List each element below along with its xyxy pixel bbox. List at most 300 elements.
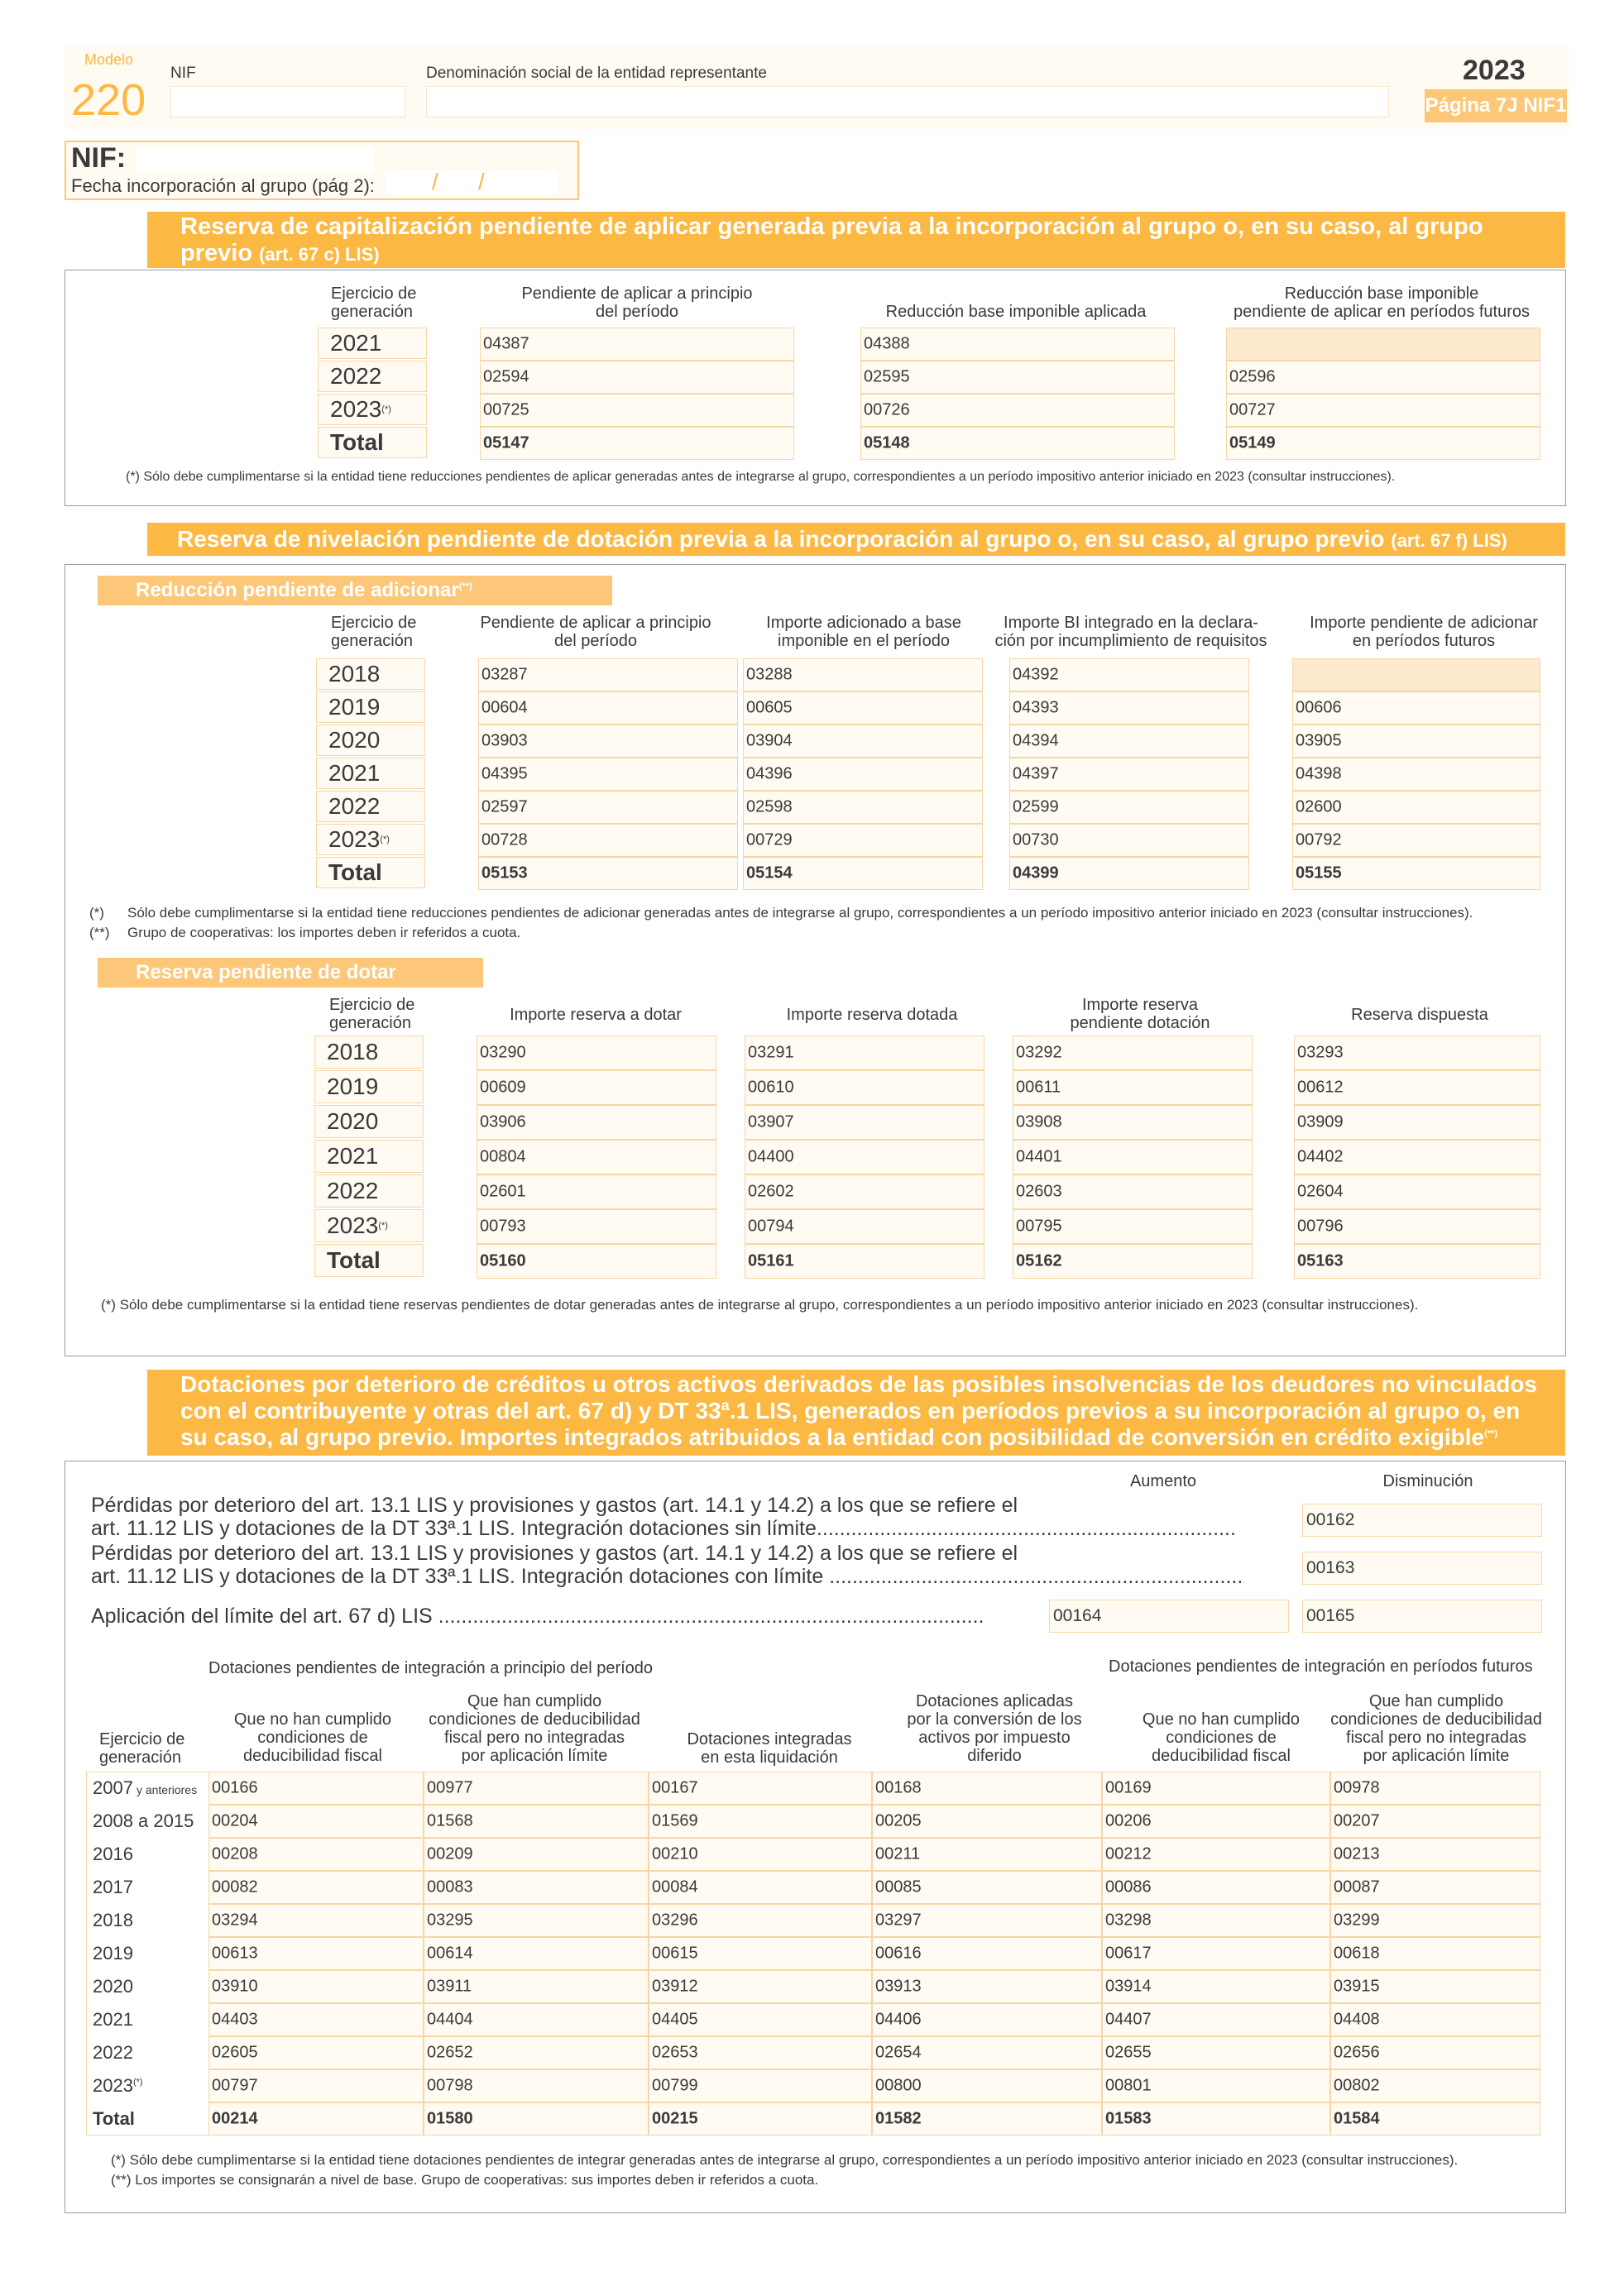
field-code: 02601 [480, 1182, 526, 1201]
field-code: 00209 [427, 1844, 473, 1863]
year-label [316, 791, 425, 822]
fecha-label: Fecha incorporación al grupo (pág 2): [71, 175, 375, 196]
field-00793[interactable] [477, 1209, 716, 1244]
field-code: 00614 [427, 1944, 473, 1963]
field-02601[interactable] [477, 1174, 716, 1209]
date-separator: / [478, 169, 485, 194]
field-code: 00214 [212, 2109, 258, 2128]
year-label [316, 824, 425, 855]
modelo-label: Modelo [84, 51, 134, 68]
sec2-title-ref: (art. 67 f) LIS) [1391, 530, 1507, 551]
field-03915[interactable] [1330, 1970, 1540, 2003]
sec2-sub1-sup: (**) [458, 581, 472, 591]
field-code: 04402 [1297, 1147, 1344, 1166]
nif-big-input[interactable] [137, 147, 374, 172]
field-01582[interactable] [872, 2102, 1102, 2136]
col-header-line: generación [99, 1748, 181, 1767]
field-code: 05147 [483, 433, 529, 452]
field-code: 04400 [748, 1147, 794, 1166]
field-code: 03299 [1334, 1911, 1380, 1930]
field-code: 04396 [746, 764, 793, 783]
field-04403[interactable] [208, 2003, 424, 2036]
field-code: 00798 [427, 2076, 473, 2095]
field-code: 00604 [481, 698, 528, 717]
field-03299[interactable] [1330, 1904, 1540, 1937]
field-02596[interactable] [1226, 361, 1540, 394]
field-01580[interactable] [424, 2102, 649, 2136]
col-header-line: Pendiente de aplicar a principio [521, 285, 753, 303]
field-code: 00084 [652, 1877, 698, 1897]
field-code: 04406 [875, 2010, 922, 2029]
field-00086[interactable] [1102, 1871, 1330, 1904]
sec2-col-ejercicio [331, 614, 422, 650]
field-00727[interactable] [1226, 394, 1540, 427]
field-02604[interactable] [1294, 1174, 1540, 1209]
field-02600[interactable] [1292, 791, 1540, 824]
denominacion-input[interactable] [426, 86, 1389, 117]
field-00612[interactable] [1294, 1070, 1540, 1105]
fecha-input[interactable] [386, 170, 558, 195]
sec2-colb-ejercicio [329, 996, 420, 1032]
field-code: 00212 [1105, 1844, 1152, 1863]
col-header-line: activos por impuesto [918, 1729, 1071, 1747]
field-04392[interactable] [1009, 658, 1249, 691]
field-03296[interactable] [649, 1904, 872, 1937]
field-00725[interactable] [480, 394, 794, 427]
field-code: 00612 [1297, 1078, 1344, 1097]
field-04395[interactable] [478, 758, 738, 791]
field-02602[interactable] [745, 1174, 984, 1209]
field-04408[interactable] [1330, 2003, 1540, 2036]
year-text: 2020 [93, 1976, 133, 1997]
field-00613[interactable] [208, 1937, 424, 1970]
field-code: 00213 [1334, 1844, 1380, 1863]
field-code: 03903 [481, 731, 528, 750]
sec2-note2 [89, 925, 520, 941]
field-code: 00616 [875, 1944, 922, 1963]
sec1-title-word: previo [180, 240, 253, 266]
field-03910[interactable] [208, 1970, 424, 2003]
field-code: 05155 [1296, 863, 1342, 883]
col-header-line: Importe reserva [1081, 996, 1199, 1014]
sec3-p2b: art. 11.12 LIS y dotaciones de la DT 33ª.1 LIS. Integración dotaciones con límite ........................................................................ [91, 1565, 1243, 1588]
field-01584[interactable] [1330, 2102, 1540, 2136]
field-00729[interactable] [743, 824, 983, 857]
field-00085[interactable] [872, 1871, 1102, 1904]
field-code: 03913 [875, 1977, 922, 1996]
field-05161[interactable] [745, 1244, 984, 1279]
field-00213[interactable] [1330, 1838, 1540, 1871]
sec3-col5 [1114, 1710, 1329, 1765]
field-00792[interactable] [1292, 824, 1540, 857]
field-code: 00215 [652, 2109, 698, 2128]
sec2-sub1 [136, 579, 472, 602]
field-05153[interactable] [478, 857, 738, 890]
field-03914[interactable] [1102, 1970, 1330, 2003]
field-00618[interactable] [1330, 1937, 1540, 1970]
field-05147[interactable] [480, 427, 794, 460]
year-label [316, 725, 425, 756]
field-00610[interactable] [745, 1070, 984, 1105]
field-00210[interactable] [649, 1838, 872, 1871]
field-00978[interactable] [1330, 1772, 1540, 1805]
year-text: 2020 [328, 727, 381, 753]
field-00801[interactable] [1102, 2069, 1330, 2102]
field-code: 03904 [746, 731, 793, 750]
field-code: 00605 [746, 698, 793, 717]
date-separator: / [432, 169, 438, 194]
field-04398[interactable] [1292, 758, 1540, 791]
field-00796[interactable] [1294, 1209, 1540, 1244]
col-header-line: Pendiente de aplicar a principio [480, 614, 711, 632]
year-label [316, 658, 425, 690]
sec3-col6 [1320, 1692, 1552, 1765]
field-02599[interactable] [1009, 791, 1249, 824]
year-text: 2018 [328, 661, 381, 686]
field-04388[interactable] [860, 328, 1175, 361]
field-code: 04395 [481, 764, 528, 783]
field-code: 01582 [875, 2109, 922, 2128]
field-03903[interactable] [478, 725, 738, 758]
field-code: 03298 [1105, 1911, 1152, 1930]
col-header-line: generación [331, 632, 413, 650]
field-code: 05160 [480, 1251, 526, 1270]
sec2-title: Reserva de nivelación pendiente de dotación previa a la incorporación al grupo o, en su caso, al grupo previo [177, 526, 1385, 552]
col-header-line: Dotaciones aplicadas [915, 1692, 1074, 1710]
field-code: 05153 [481, 863, 528, 883]
field-00804[interactable] [477, 1140, 716, 1174]
col-header-line: Reducción base imponible [1284, 285, 1479, 303]
sec3-col2 [419, 1692, 650, 1765]
field-03909[interactable] [1294, 1105, 1540, 1140]
field-02597[interactable] [478, 791, 738, 824]
year-label [93, 1777, 197, 1799]
field-code: 01584 [1334, 2109, 1380, 2128]
year-label [316, 758, 425, 789]
field-03908[interactable] [1013, 1105, 1253, 1140]
year-text: Total [328, 859, 382, 885]
sec3-col1 [205, 1710, 420, 1765]
field-code: 03905 [1296, 731, 1342, 750]
field-00164[interactable] [1049, 1600, 1289, 1633]
year-text: 2022 [93, 2042, 133, 2063]
col-header-line: por aplicación límite [1363, 1747, 1510, 1765]
page-label: Página 7J NIF1 [1425, 89, 1567, 122]
field-02656[interactable] [1330, 2036, 1540, 2069]
field-empty[interactable] [1292, 658, 1540, 691]
field-code: 00797 [212, 2076, 258, 2095]
field-code: 00082 [212, 1877, 258, 1897]
field-03290[interactable] [477, 1036, 716, 1070]
field-04402[interactable] [1294, 1140, 1540, 1174]
year-label [93, 1943, 133, 1964]
field-code: 04407 [1105, 2010, 1152, 2029]
field-code: 02605 [212, 2043, 258, 2062]
field-00798[interactable] [424, 2069, 649, 2102]
year-small: y anteriores [136, 1783, 198, 1796]
field-04396[interactable] [743, 758, 983, 791]
col-header-line: deducibilidad fiscal [1152, 1747, 1291, 1765]
field-code: 03912 [652, 1977, 698, 1996]
field-02654[interactable] [872, 2036, 1102, 2069]
field-05149[interactable] [1226, 427, 1540, 460]
year-text: 2016 [93, 1844, 133, 1864]
field-00615[interactable] [649, 1937, 872, 1970]
field-code: 03297 [875, 1911, 922, 1930]
field-04399[interactable] [1009, 857, 1249, 890]
sec3-group2: Dotaciones pendientes de integración en períodos futuros [1109, 1657, 1533, 1676]
field-03288[interactable] [743, 658, 983, 691]
sec3-title2: con el contribuyente y otras del art. 67 d) y DT 33ª.1 LIS, generados en períodos previos a su incorporación al grupo o, en [180, 1398, 1521, 1423]
field-00207[interactable] [1330, 1805, 1540, 1838]
field-code: 02603 [1016, 1182, 1062, 1201]
field-02603[interactable] [1013, 1174, 1253, 1209]
year-text: 2022 [330, 363, 382, 389]
year-label [316, 691, 425, 723]
field-03291[interactable] [745, 1036, 984, 1070]
field-03905[interactable] [1292, 725, 1540, 758]
field-00166[interactable] [208, 1772, 424, 1805]
col-header-line: Ejercicio de [99, 1730, 185, 1748]
field-code: 00793 [480, 1217, 526, 1236]
field-00084[interactable] [649, 1871, 872, 1904]
year-text: 2017 [93, 1877, 133, 1897]
nif-input[interactable] [170, 86, 405, 117]
field-00728[interactable] [478, 824, 738, 857]
field-00087[interactable] [1330, 1871, 1540, 1904]
field-03913[interactable] [872, 1970, 1102, 2003]
field-code: 03911 [427, 1977, 472, 1996]
field-03906[interactable] [477, 1105, 716, 1140]
field-code: 03288 [746, 665, 793, 684]
field-00214[interactable] [208, 2102, 424, 2136]
sec3-col3 [662, 1730, 877, 1767]
note-text: Grupo de cooperativas: los importes deben ir referidos a cuota. [127, 925, 521, 940]
field-05155[interactable] [1292, 857, 1540, 890]
field-03297[interactable] [872, 1904, 1102, 1937]
field-code: 03296 [652, 1911, 698, 1930]
field-code: 05148 [864, 433, 910, 452]
year-label [318, 394, 427, 425]
col-header-line: generación [329, 1014, 411, 1032]
field-00802[interactable] [1330, 2069, 1540, 2102]
field-00611[interactable] [1013, 1070, 1253, 1105]
field-00209[interactable] [424, 1838, 649, 1871]
year-text: 2022 [328, 793, 381, 819]
field-code: 00169 [1105, 1778, 1152, 1797]
field-00606[interactable] [1292, 691, 1540, 725]
field-code: 00609 [480, 1078, 526, 1097]
field-01568[interactable] [424, 1805, 649, 1838]
year-sup: (*) [132, 2077, 143, 2088]
field-02652[interactable] [424, 2036, 649, 2069]
field-02598[interactable] [743, 791, 983, 824]
field-03907[interactable] [745, 1105, 984, 1140]
col-header-line: Dotaciones integradas [687, 1730, 852, 1748]
field-01583[interactable] [1102, 2102, 1330, 2136]
year-label [93, 1877, 133, 1898]
field-00726[interactable] [860, 394, 1175, 427]
field-code: 04404 [427, 2010, 473, 2029]
field-code: 03295 [427, 1911, 473, 1930]
field-code: 00208 [212, 1844, 258, 1863]
field-03911[interactable] [424, 1970, 649, 2003]
field-code: 00606 [1296, 698, 1342, 717]
field-code: 00166 [212, 1778, 258, 1797]
field-00168[interactable] [872, 1772, 1102, 1805]
year-label [314, 1140, 424, 1173]
col-header-line: Que no han cumplido [1142, 1710, 1301, 1729]
field-code: 00792 [1296, 830, 1342, 849]
field-00165[interactable] [1302, 1600, 1542, 1633]
sec1-title-line2 [180, 240, 380, 267]
field-04407[interactable] [1102, 2003, 1330, 2036]
field-02653[interactable] [649, 2036, 872, 2069]
year-text: 2021 [328, 760, 381, 786]
field-code: 00163 [1306, 1558, 1355, 1577]
field-code: 02598 [746, 797, 793, 816]
field-00167[interactable] [649, 1772, 872, 1805]
field-code: 00794 [748, 1217, 794, 1236]
col-header-line: generación [331, 303, 413, 321]
field-00204[interactable] [208, 1805, 424, 1838]
field-03904[interactable] [743, 725, 983, 758]
sec2-col2 [740, 614, 988, 650]
year-label [318, 361, 427, 392]
field-00800[interactable] [872, 2069, 1102, 2102]
field-03298[interactable] [1102, 1904, 1330, 1937]
year-label [314, 1244, 424, 1277]
year-sup: (*) [380, 835, 390, 844]
field-code: 03910 [212, 1977, 258, 1996]
field-03287[interactable] [478, 658, 738, 691]
field-00206[interactable] [1102, 1805, 1330, 1838]
field-02605[interactable] [208, 2036, 424, 2069]
col-header-line: condiciones de [257, 1729, 368, 1747]
field-code: 02599 [1013, 797, 1059, 816]
year-text: 2019 [327, 1074, 379, 1099]
field-00604[interactable] [478, 691, 738, 725]
field-05160[interactable] [477, 1244, 716, 1279]
col-header-line: ción por incumplimiento de requisitos [994, 632, 1267, 650]
field-00162[interactable] [1302, 1504, 1542, 1537]
sec3-title3: su caso, al grupo previo. Importes integrados atribuidos a la entidad con posibilidad de conversión en crédito exigible [180, 1424, 1485, 1450]
field-04406[interactable] [872, 2003, 1102, 2036]
field-05148[interactable] [860, 427, 1175, 460]
field-00208[interactable] [208, 1838, 424, 1871]
field-00609[interactable] [477, 1070, 716, 1105]
field-code: 00615 [652, 1944, 698, 1963]
year-text: 2023 [327, 1213, 379, 1238]
field-05154[interactable] [743, 857, 983, 890]
col-header-line: Importe BI integrado en la declara- [1004, 614, 1258, 632]
note-mark: (*) [89, 905, 104, 921]
field-00212[interactable] [1102, 1838, 1330, 1871]
field-00797[interactable] [208, 2069, 424, 2102]
field-03912[interactable] [649, 1970, 872, 2003]
year-text: 2023 [330, 396, 382, 422]
field-00215[interactable] [649, 2102, 872, 2136]
field-code: 00729 [746, 830, 793, 849]
col-header-line: condiciones de deducibilidad [429, 1710, 640, 1729]
field-04404[interactable] [424, 2003, 649, 2036]
field-00614[interactable] [424, 1937, 649, 1970]
field-00795[interactable] [1013, 1209, 1253, 1244]
field-04387[interactable] [480, 328, 794, 361]
field-02594[interactable] [480, 361, 794, 394]
field-04394[interactable] [1009, 725, 1249, 758]
field-03294[interactable] [208, 1904, 424, 1937]
field-00163[interactable] [1302, 1552, 1542, 1585]
field-04400[interactable] [745, 1140, 984, 1174]
field-00082[interactable] [208, 1871, 424, 1904]
field-code: 00086 [1105, 1877, 1152, 1897]
field-04405[interactable] [649, 2003, 872, 2036]
field-03292[interactable] [1013, 1036, 1253, 1070]
field-code: 04408 [1334, 2010, 1380, 2029]
field-00977[interactable] [424, 1772, 649, 1805]
field-00617[interactable] [1102, 1937, 1330, 1970]
field-00794[interactable] [745, 1209, 984, 1244]
field-code: 03909 [1297, 1112, 1344, 1131]
field-00211[interactable] [872, 1838, 1102, 1871]
field-code: 00618 [1334, 1944, 1380, 1963]
field-05163[interactable] [1294, 1244, 1540, 1279]
field-code: 00730 [1013, 830, 1059, 849]
sec1-col-pendiente [480, 285, 794, 321]
field-04393[interactable] [1009, 691, 1249, 725]
field-00083[interactable] [424, 1871, 649, 1904]
field-02595[interactable] [860, 361, 1175, 394]
field-01569[interactable] [649, 1805, 872, 1838]
year-label [93, 1910, 133, 1931]
field-code: 00725 [483, 400, 529, 419]
year-label [93, 2075, 143, 2097]
year-label [314, 1070, 424, 1103]
field-code: 02655 [1105, 2043, 1152, 2062]
field-00730[interactable] [1009, 824, 1249, 857]
field-03293[interactable] [1294, 1036, 1540, 1070]
field-02655[interactable] [1102, 2036, 1330, 2069]
field-05162[interactable] [1013, 1244, 1253, 1279]
field-00605[interactable] [743, 691, 983, 725]
field-code: 02653 [652, 2043, 698, 2062]
sec2-col1 [472, 614, 720, 650]
field-04401[interactable] [1013, 1140, 1253, 1174]
field-code: 04388 [864, 334, 910, 353]
field-code: 00613 [212, 1944, 258, 1963]
field-code: 00726 [864, 400, 910, 419]
note-mark: (**) [89, 925, 110, 940]
col-header-line: del período [553, 632, 638, 650]
field-code: 00801 [1105, 2076, 1152, 2095]
field-03295[interactable] [424, 1904, 649, 1937]
field-00205[interactable] [872, 1805, 1102, 1838]
col-header-line: en períodos futuros [1352, 632, 1496, 650]
denominacion-label: Denominación social de la entidad representante [426, 65, 767, 82]
field-00169[interactable] [1102, 1772, 1330, 1805]
sec1-col-reduccion: Reducción base imponible aplicada [885, 303, 1147, 321]
sec2-sub2: Reserva pendiente de dotar [136, 961, 396, 983]
field-empty[interactable] [1226, 328, 1540, 361]
field-00616[interactable] [872, 1937, 1102, 1970]
field-code: 00977 [427, 1778, 473, 1797]
sec3-group1: Dotaciones pendientes de integración a principio del período [208, 1659, 654, 1677]
field-00799[interactable] [649, 2069, 872, 2102]
sec2-colb1: Importe reserva a dotar [510, 1006, 682, 1024]
field-04397[interactable] [1009, 758, 1249, 791]
note-text: Sólo debe cumplimentarse si la entidad tiene reducciones pendientes de adicionar generadas antes de integrarse al grupo, correspondientes a un período impositivo anterior iniciado en 2023 (consultar instrucciones). [127, 905, 1473, 921]
